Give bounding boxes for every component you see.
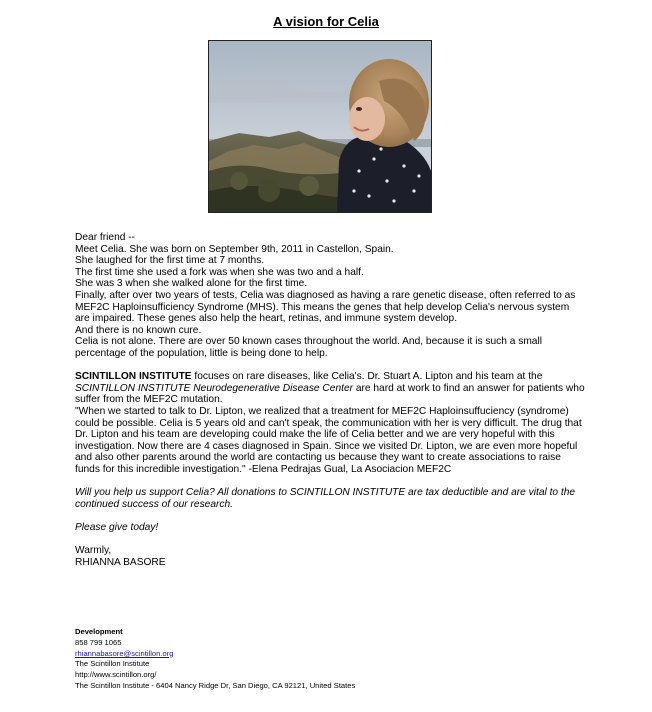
page-title: A vision for Celia (273, 14, 379, 29)
donation-appeal: Will you help us support Celia? All donations to SCINTILLON INSTITUTE are tax deductible and are vital to the continued success of our research. (75, 487, 576, 510)
footer-department: Development (75, 627, 123, 636)
intro-line: The first time she used a fork was when she was two and a half. (75, 266, 364, 278)
footer-address: The Scintillon Institute - 6404 Nancy Ridge Dr, San Diego, CA 92121, United States (75, 680, 356, 690)
footer-contact (75, 627, 355, 692)
footer-email-link[interactable]: rhiannabasore@scintillon.org (75, 648, 174, 658)
signature: RHIANNA BASORE (75, 556, 166, 568)
intro-line: Finally, after over two years of tests, Celia was diagnosed as having a rare genetic disease, often referred to as MEF2C Haploinsufficiency Syndrome (MHS). This means the genes that help develop Celia's nervous system are impaired. These genes also help the heart, retinas, and immune system develop. (75, 289, 576, 325)
institute-paragraph (75, 371, 585, 406)
center-name: SCINTILLON INSTITUTE Neurodegenerative Disease Center (75, 382, 353, 394)
parent-quote: "When we started to talk to Dr. Lipton, we realized that a treatment for MEF2C Haploinsuffuciency (syndrome) could be possible. Celia is 5 years old and can't speak, the communication with her is very difficult. The drug that Dr. Lipton and his team are developing could make the life of Celia better and we are very hopeful with this investigation. Now there are 4 cases diagnosed in Spain. Since we visited Dr. Lipton, we are even more hopeful and also other parents around the world are contacting us because they want to create associations to raise funds for this incredible investigation." -Elena Pedrajas Gual, La Asociacion MEF2C (75, 405, 582, 475)
institute-name: SCINTILLON INSTITUTE (75, 371, 192, 383)
greeting: Dear friend -- (75, 232, 136, 243)
footer-phone: 858 799 1065 (75, 637, 122, 647)
letter-body (75, 232, 585, 568)
photo-of-celia-icon (208, 40, 432, 213)
call-to-action: Please give today! (75, 521, 159, 533)
intro-line: Meet Celia. She was born on September 9th, 2011 in Castellon, Spain. (75, 243, 394, 255)
intro-line: She was 3 when she walked alone for the first time. (75, 278, 308, 290)
footer-org: The Scintillon Institute (75, 659, 150, 669)
signoff (75, 545, 585, 568)
footer-website: http://www.scintillon.org/ (75, 670, 157, 680)
intro-line: She laughed for the first time at 7 months. (75, 255, 265, 267)
intro-line: Celia is not alone. There are over 50 known cases throughout the world. And, because it is such a small percentage of the population, little is being done to help. (75, 336, 543, 359)
institute-text: focuses on rare diseases, like Celia's. Dr. Stuart A. Lipton and his team at the (191, 371, 543, 383)
institute-text-continued: are hard at work to find an answer for patients who suffer from the MEF2C mutation. (75, 382, 585, 406)
intro-line: And there is no known cure. (75, 324, 202, 336)
closing: Warmly, (75, 545, 112, 557)
